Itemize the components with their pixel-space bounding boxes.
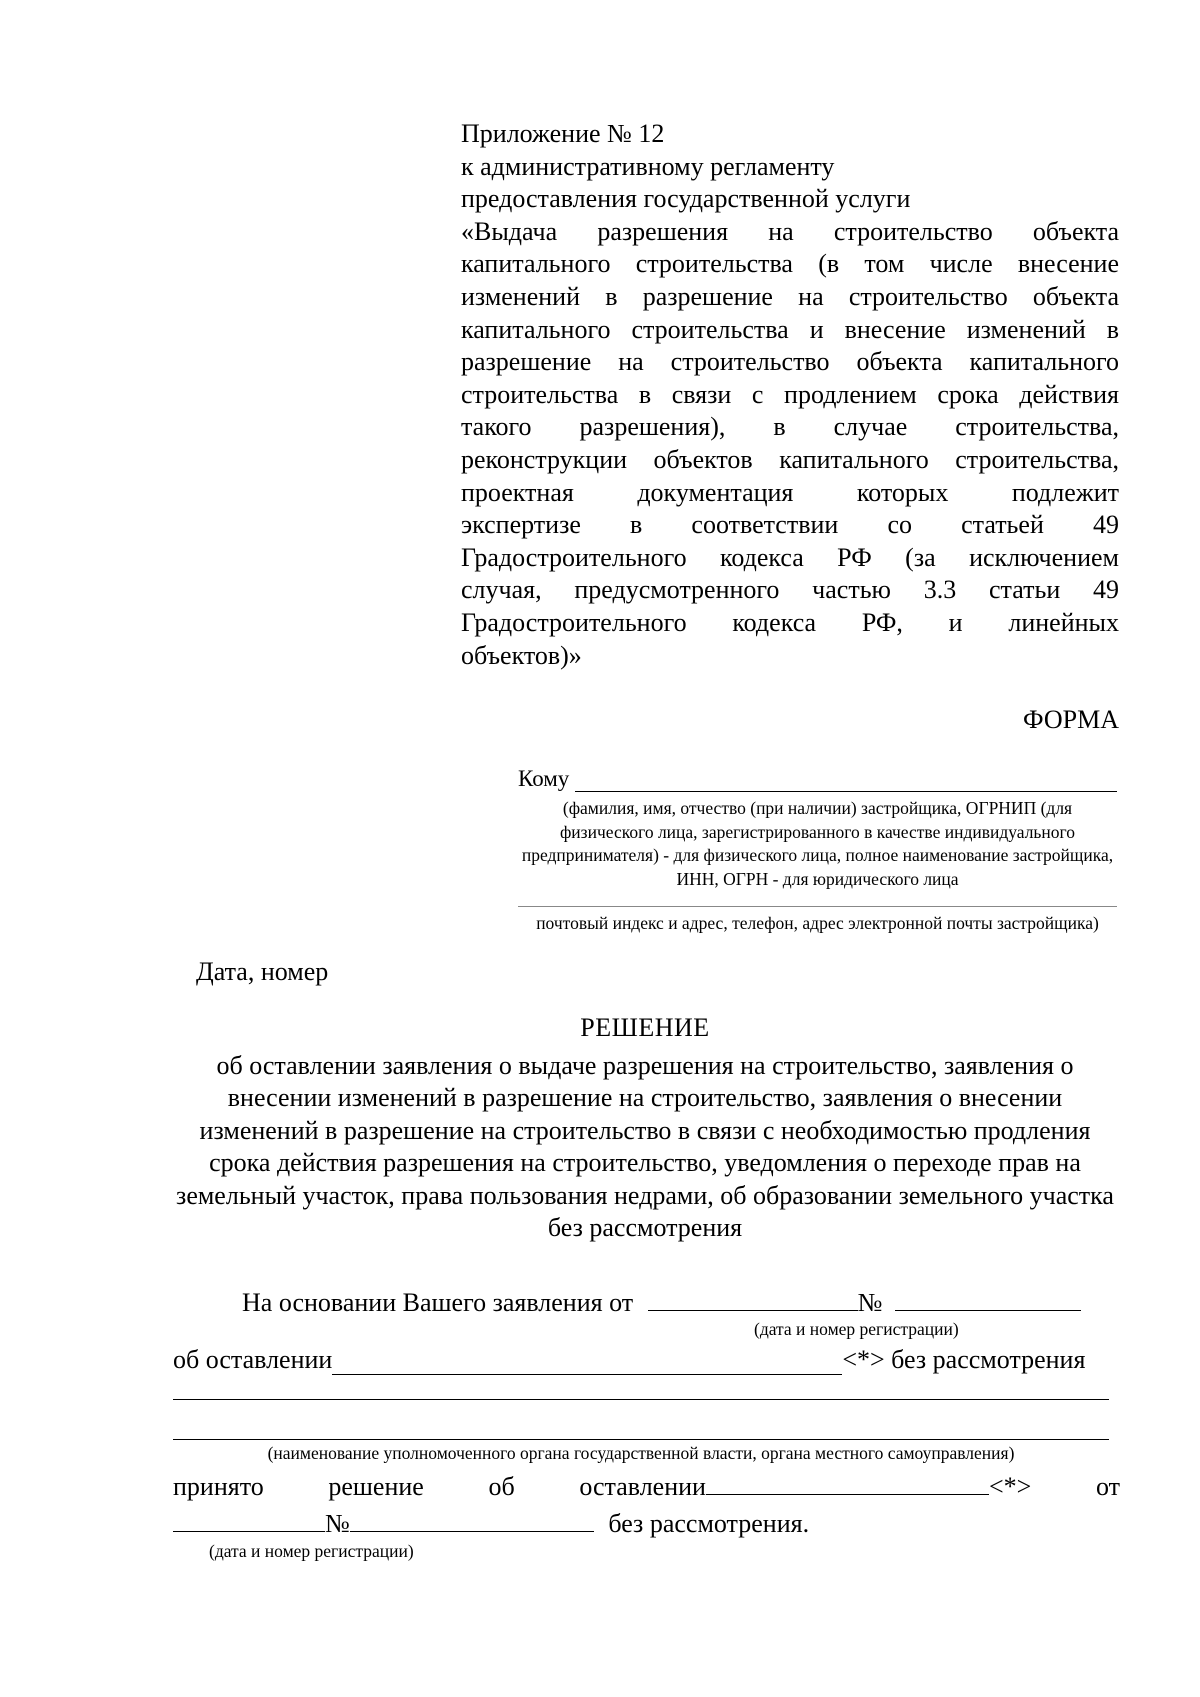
decision-subtitle: об оставлении заявления о выдаче разрешения на строительство, заявления о внесении изменений в разрешение на строительство, заявления о внесении изменений в разрешение на строительство в связи с необходимостью продления срока действия разрешения на строительство, уведомления о переходе прав на земельный участок, права пользования недрами, об образовании земельного участка без рассмотрения (176, 1051, 1114, 1243)
appendix-line: реконструкции объектов капитального строительства, (461, 444, 1119, 474)
appendix-line: Градостроительного кодекса РФ (за исключением (461, 542, 1119, 572)
decided-word: решение (328, 1472, 424, 1501)
address-field[interactable] (518, 906, 1117, 907)
number-sign: № (857, 1288, 883, 1317)
leave-row (173, 1345, 1120, 1375)
authority-field-line[interactable] (173, 1439, 1109, 1440)
appendix-line: к административному регламенту (461, 151, 835, 181)
appendix-line: разрешение на строительство объекта капитального (461, 347, 1119, 377)
decided-word: оставлении (579, 1472, 706, 1501)
address-hint: почтовый индекс и адрес, телефон, адрес электронной почты застройщика) (536, 913, 1099, 933)
date-number-label: Дата, номер (196, 957, 329, 986)
appendix-line: Градостроительного кодекса РФ, и линейных (461, 607, 1119, 637)
final-row (173, 1507, 809, 1539)
appendix-line: Приложение № 12 (461, 119, 665, 148)
recipient-hint: (фамилия, имя, отчество (при наличии) застройщика, ОГРНИП (для физического лица, зарегистрированного в качестве индивидуального предпринимателя) - для физического лица, полное наименование застройщика, ИНН, ОГРН - для юридического лица (521, 798, 1114, 889)
basis-row (242, 1286, 1081, 1318)
appendix-line: капитального строительства и внесение изменений в (461, 314, 1119, 344)
appendix-line: экспертизе в соответствии со статьей 49 (461, 510, 1119, 540)
appendix-header (461, 118, 1119, 672)
decision-title: РЕШЕНИЕ (580, 1013, 710, 1042)
leave-prefix: об оставлении (173, 1345, 333, 1374)
recipient-label: Кому (518, 766, 570, 791)
recipient-row (518, 766, 1117, 792)
decided-word: принято (173, 1472, 264, 1501)
decided-marker: <*> (988, 1472, 1032, 1501)
appendix-line: изменений в разрешение на строительство объекта (461, 281, 1119, 311)
decision-subject-field[interactable] (706, 1470, 989, 1495)
leave-suffix: <*> без рассмотрения (842, 1345, 1086, 1374)
appendix-line: такого разрешения), в случае строительства, (461, 412, 1119, 442)
final-suffix: без рассмотрения. (608, 1509, 810, 1538)
application-date-field[interactable] (648, 1286, 858, 1311)
basis-prefix: На основании Вашего заявления от (242, 1288, 634, 1317)
form-label: ФОРМА (1023, 705, 1119, 734)
basis-hint: (дата и номер регистрации) (754, 1319, 959, 1339)
decided-from: от (1095, 1472, 1120, 1501)
appendix-line: проектная документация которых подлежит (461, 477, 1119, 507)
appendix-line: предоставления государственной услуги (461, 184, 911, 214)
authority-field-line[interactable] (173, 1399, 1109, 1400)
appendix-line: случая, предусмотренного частью 3.3 статьи 49 (461, 575, 1119, 605)
appendix-line: «Выдача разрешения на строительство объекта (461, 216, 1119, 246)
appendix-line: объектов)» (461, 640, 582, 670)
application-type-field[interactable] (332, 1350, 842, 1375)
decided-word: об (488, 1472, 515, 1501)
decision-number-field[interactable] (350, 1507, 594, 1532)
decision-date-field[interactable] (173, 1507, 325, 1532)
final-number-sign: № (325, 1509, 350, 1538)
appendix-line: строительства в связи с продлением срока действия (461, 379, 1119, 409)
application-number-field[interactable] (895, 1286, 1081, 1311)
final-hint: (дата и номер регистрации) (209, 1541, 414, 1561)
appendix-line: капитального строительства (в том числе внесение (461, 249, 1119, 279)
recipient-field[interactable] (575, 767, 1117, 792)
authority-hint: (наименование уполномоченного органа государственной власти, органа местного самоуправления) (267, 1443, 1015, 1463)
decided-row (173, 1470, 1120, 1502)
